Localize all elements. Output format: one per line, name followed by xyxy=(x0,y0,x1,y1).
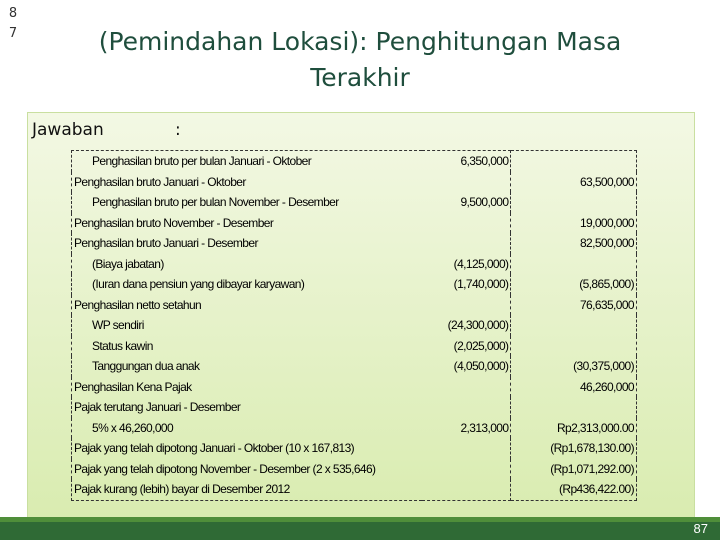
page-title xyxy=(60,24,660,96)
table-row xyxy=(72,479,637,500)
row-total xyxy=(511,315,637,336)
row-description: Penghasilan Kena Pajak xyxy=(72,377,423,398)
row-subtotal xyxy=(422,233,511,254)
row-description: (Biaya jabatan) xyxy=(72,254,423,275)
row-total: (Rp1,678,130.00) xyxy=(511,438,637,459)
row-total: 63,500,000 xyxy=(511,172,637,193)
row-subtotal xyxy=(422,213,511,234)
row-description: Penghasilan bruto Januari - Oktober xyxy=(72,172,423,193)
answer-label: Jawaban xyxy=(32,120,104,140)
answer-colon: : xyxy=(175,120,181,140)
table-row xyxy=(72,213,637,234)
table-row xyxy=(72,418,637,439)
table-row xyxy=(72,172,637,193)
row-description: Pajak terutang Januari - Desember xyxy=(72,397,423,418)
calculation-table xyxy=(71,150,637,501)
footer-bar-shade xyxy=(0,517,720,522)
row-subtotal: 9,500,000 xyxy=(422,192,511,213)
row-total xyxy=(511,151,637,172)
table-row xyxy=(72,377,637,398)
row-subtotal: (4,125,000) xyxy=(422,254,511,275)
row-description: Penghasilan bruto Januari - Desember xyxy=(72,233,423,254)
row-description: Pajak yang telah dipotong November - Desember (2 x 535,646) xyxy=(72,459,423,480)
row-description: WP sendiri xyxy=(72,315,423,336)
table-row xyxy=(72,233,637,254)
table-row xyxy=(72,336,637,357)
row-subtotal xyxy=(422,479,511,500)
row-total xyxy=(511,254,637,275)
row-total: (Rp436,422.00) xyxy=(511,479,637,500)
page-title-line1: (Pemindahan Lokasi): Penghitungan Masa xyxy=(98,27,622,56)
row-subtotal: (4,050,000) xyxy=(422,356,511,377)
row-total: (Rp1,071,292.00) xyxy=(511,459,637,480)
table-row xyxy=(72,254,637,275)
table-row xyxy=(72,295,637,316)
row-description: Penghasilan bruto per bulan November - Desember xyxy=(72,192,423,213)
row-description: Pajak kurang (lebih) bayar di Desember 2012 xyxy=(72,479,423,500)
table-row xyxy=(72,274,637,295)
row-subtotal: 6,350,000 xyxy=(422,151,511,172)
row-subtotal xyxy=(422,438,511,459)
row-description: Penghasilan netto setahun xyxy=(72,295,423,316)
table-row xyxy=(72,151,637,172)
table-row xyxy=(72,397,637,418)
row-total: Rp2,313,000.00 xyxy=(511,418,637,439)
table-row xyxy=(72,459,637,480)
row-description: (Iuran dana pensiun yang dibayar karyawan) xyxy=(72,274,423,295)
row-total xyxy=(511,336,637,357)
table-row xyxy=(72,356,637,377)
row-total: 19,000,000 xyxy=(511,213,637,234)
row-total: (5,865,000) xyxy=(511,274,637,295)
footer-bar xyxy=(0,517,720,540)
row-total: 46,260,000 xyxy=(511,377,637,398)
row-subtotal xyxy=(422,397,511,418)
slide-number-top: 8 xyxy=(8,6,18,21)
row-subtotal: (24,300,000) xyxy=(422,315,511,336)
row-total: 76,635,000 xyxy=(511,295,637,316)
row-total xyxy=(511,397,637,418)
row-subtotal: 2,313,000 xyxy=(422,418,511,439)
row-description: Penghasilan bruto November - Desember xyxy=(72,213,423,234)
row-subtotal xyxy=(422,172,511,193)
row-subtotal xyxy=(422,295,511,316)
slide-number-bottom: 7 xyxy=(8,26,18,41)
page-title-line2: Terakhir xyxy=(310,63,410,92)
row-description: Status kawin xyxy=(72,336,423,357)
slide-number xyxy=(6,4,20,44)
row-description: Tanggungan dua anak xyxy=(72,356,423,377)
table-row xyxy=(72,192,637,213)
row-description: 5% x 46,260,000 xyxy=(72,418,423,439)
table-row xyxy=(72,438,637,459)
page-number: 87 xyxy=(693,521,708,536)
row-description: Pajak yang telah dipotong Januari - Oktober (10 x 167,813) xyxy=(72,438,423,459)
row-total: (30,375,000) xyxy=(511,356,637,377)
table-row xyxy=(72,315,637,336)
row-subtotal: (2,025,000) xyxy=(422,336,511,357)
row-subtotal: (1,740,000) xyxy=(422,274,511,295)
row-total xyxy=(511,192,637,213)
row-subtotal xyxy=(422,377,511,398)
row-description: Penghasilan bruto per bulan Januari - Oktober xyxy=(72,151,423,172)
row-subtotal xyxy=(422,459,511,480)
row-total: 82,500,000 xyxy=(511,233,637,254)
